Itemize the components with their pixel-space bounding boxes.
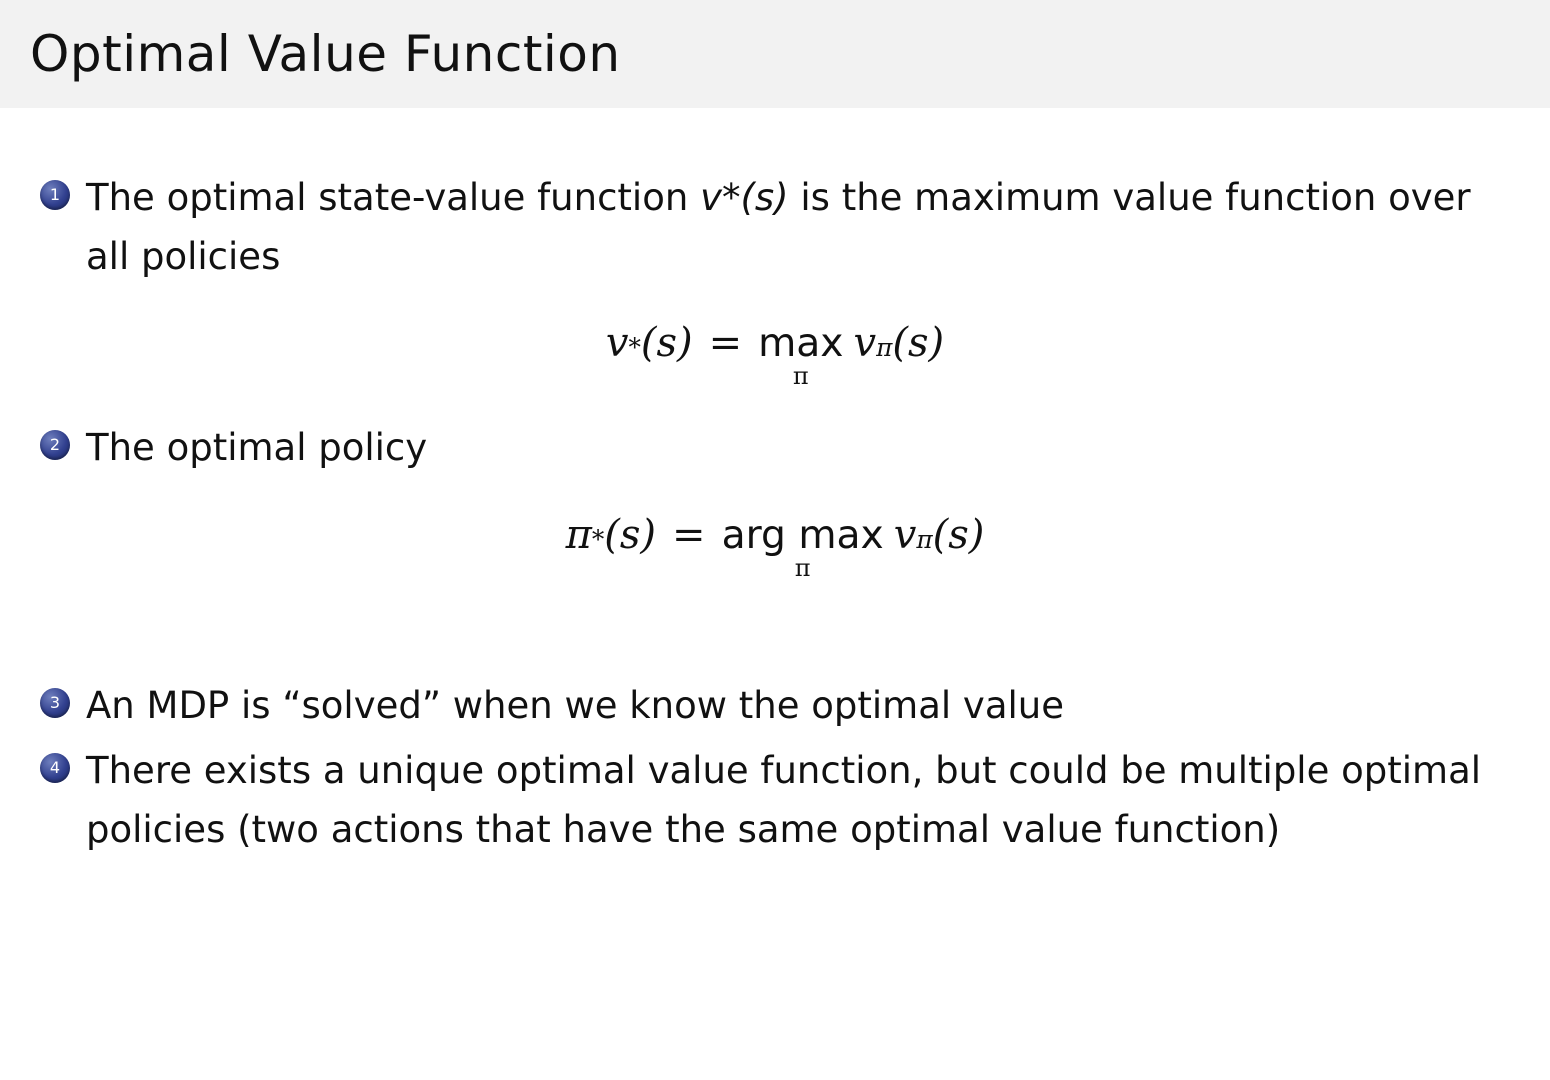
eq2-rhs-base: v <box>893 511 917 558</box>
bullet-text-4: There exists a unique optimal value function, but could be multiple optimal policies (two actions that have the same optimal value function) <box>86 748 1482 851</box>
bullet-text-1 <box>86 168 1486 286</box>
bullet-text-1-math: v*(s) <box>700 176 789 219</box>
eq1-rhs-arg: (s) <box>892 320 945 367</box>
bullet-list <box>40 168 1510 286</box>
equation-line <box>566 512 985 580</box>
bullet-list-3 <box>40 676 1510 860</box>
eq1-operator <box>758 321 844 391</box>
eq2-lhs-sup: * <box>591 524 605 554</box>
bullet-text-1-pre: The optimal state-value function <box>86 176 701 219</box>
eq2-lhs-arg: (s) <box>604 511 657 558</box>
eq1-operator-name: max <box>758 321 844 367</box>
bullet-marker-2: 2 <box>40 430 70 460</box>
eq2-operator-name: arg max <box>721 512 884 558</box>
eq1-rhs-sup: π <box>876 333 893 363</box>
bullet-text-2: The optimal policy <box>86 426 428 470</box>
eq2-operator <box>722 513 884 580</box>
bullet-list-2 <box>40 418 1510 477</box>
bullet-marker-1: 1 <box>40 180 70 210</box>
spacer <box>40 610 1510 676</box>
eq1-lhs-arg: (s) <box>640 320 693 367</box>
optimal-value-equation <box>40 320 1510 391</box>
bullet-text-1-post: is the maximum value function over all policies <box>86 176 1471 279</box>
eq2-relation: = <box>672 511 706 558</box>
eq2-operator-sub: π <box>794 553 811 582</box>
list-item <box>40 168 1510 286</box>
bullet-marker-4: 4 <box>40 753 70 783</box>
slide-title-bar <box>0 0 1550 108</box>
page-title: Optimal Value Function <box>30 25 621 83</box>
optimal-policy-equation <box>40 512 1510 580</box>
eq1-operator-sub: π <box>792 362 809 391</box>
eq2-rhs-arg: (s) <box>932 511 985 558</box>
eq1-lhs-base: v <box>605 320 629 367</box>
slide-content <box>0 108 1550 859</box>
eq1-rhs-base: v <box>853 320 877 367</box>
bullet-text-3: An MDP is “solved” when we know the optimal value <box>86 683 1064 727</box>
list-item <box>40 676 1510 735</box>
list-item <box>40 418 1510 477</box>
eq1-lhs-sup: * <box>628 333 641 363</box>
bullet-marker-3: 3 <box>40 688 70 718</box>
equation-line <box>605 320 945 391</box>
list-item <box>40 741 1510 859</box>
eq1-relation: = <box>708 320 743 367</box>
eq2-rhs-sup: π <box>916 524 933 554</box>
eq2-lhs-base: π <box>565 511 592 558</box>
